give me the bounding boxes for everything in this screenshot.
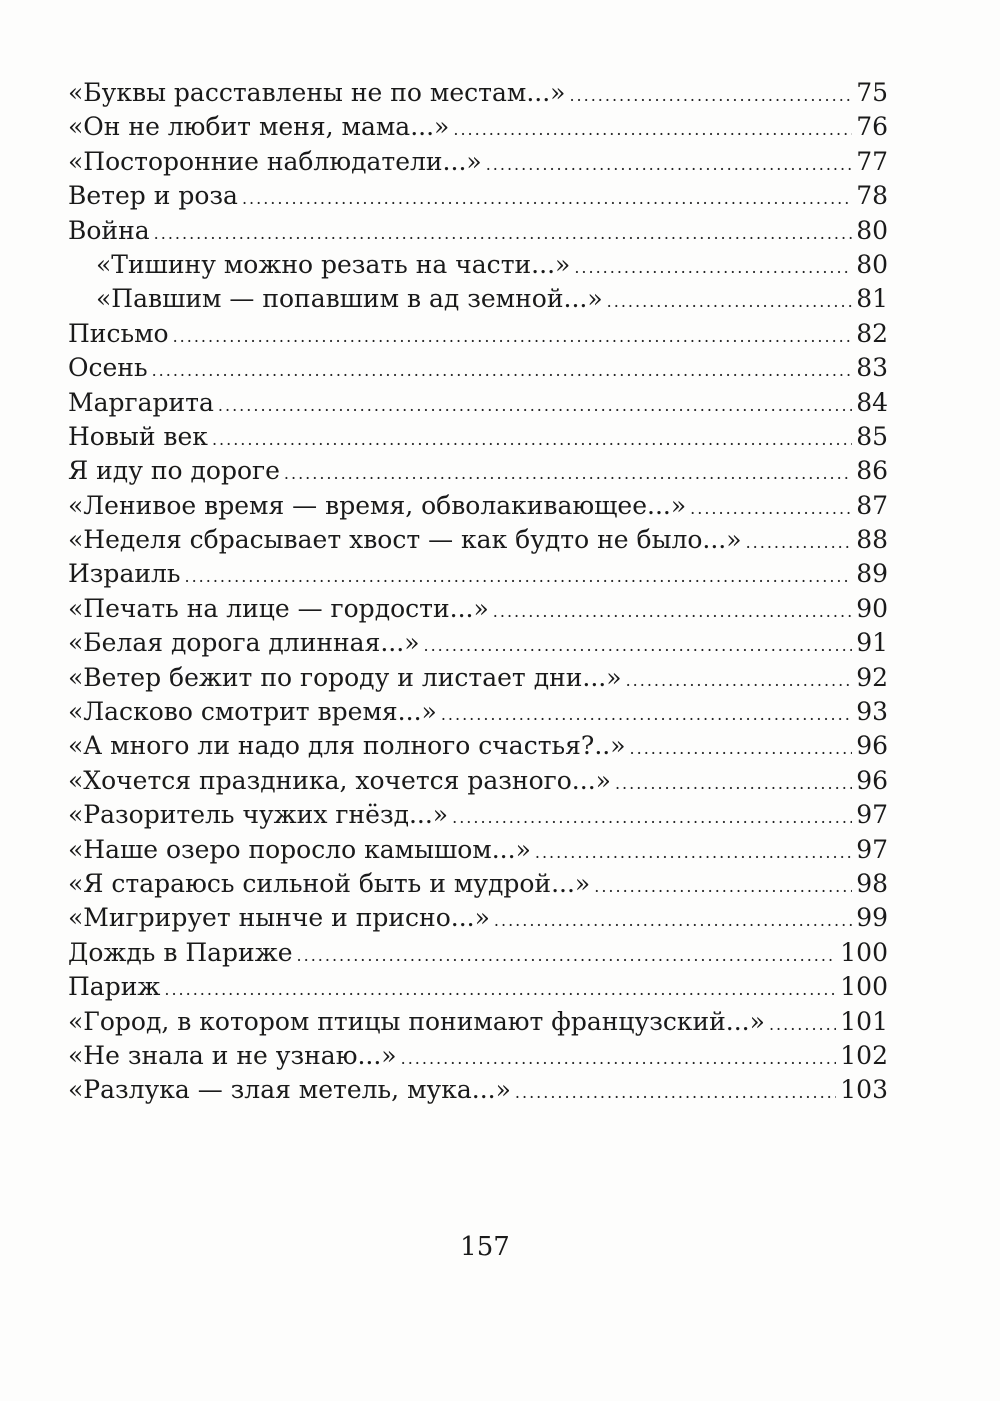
toc-entry — [68, 179, 888, 213]
toc-dot-leader — [535, 836, 852, 870]
toc-entry-page: 84 — [856, 387, 888, 417]
toc-entry-page: 100 — [840, 937, 888, 967]
toc-dot-leader — [297, 939, 837, 973]
toc-dot-leader — [626, 664, 853, 698]
toc-entry — [68, 592, 888, 626]
toc-entry-title: «Хочется праздника, хочется разного...» — [68, 765, 611, 795]
toc-dot-leader — [594, 870, 852, 904]
toc-entry-page: 87 — [856, 490, 888, 520]
toc-entry-page: 101 — [840, 1006, 888, 1036]
toc-entry-page: 102 — [840, 1040, 888, 1070]
toc-dot-leader — [486, 148, 853, 182]
toc-subentry — [68, 248, 888, 282]
toc-subentry — [68, 282, 888, 316]
toc-dot-leader — [453, 113, 852, 147]
toc-entry-page: 77 — [856, 146, 888, 176]
toc-entry-title: Война — [68, 215, 150, 245]
toc-dot-leader — [424, 629, 853, 663]
toc-entry — [68, 798, 888, 832]
toc-entry-page: 90 — [856, 593, 888, 623]
toc-entry-title: «Ветер бежит по городу и листает дни...» — [68, 662, 622, 692]
toc-entry-page: 99 — [856, 903, 888, 933]
toc-entry — [68, 661, 888, 695]
toc-dot-leader — [212, 423, 852, 457]
toc-entry-page: 89 — [856, 559, 888, 589]
toc-entry-page: 88 — [856, 525, 888, 555]
toc-entry-title: «А много ли надо для полного счастья?..» — [68, 731, 626, 761]
toc-entry-page: 80 — [856, 215, 888, 245]
toc-dot-leader — [494, 904, 852, 938]
toc-entry — [68, 557, 888, 591]
toc-entry — [68, 76, 888, 110]
toc-entry-title: «Разлука — злая метель, мука...» — [68, 1075, 511, 1105]
toc-dot-leader — [452, 801, 852, 835]
toc-entry — [68, 523, 888, 557]
toc-entry-page: 91 — [856, 628, 888, 658]
toc-dot-leader — [154, 217, 853, 251]
toc-entry-title: Новый век — [68, 421, 208, 451]
toc-entry-page: 82 — [856, 318, 888, 348]
toc-entry-title: «Разоритель чужих гнёзд...» — [68, 800, 449, 830]
toc-entry — [68, 936, 888, 970]
toc-entry-page: 97 — [856, 834, 888, 864]
toc-dot-leader — [185, 560, 853, 594]
toc-entry-title: «Белая дорога длинная...» — [68, 628, 420, 658]
toc-entry — [68, 1039, 888, 1073]
toc-entry — [68, 970, 888, 1004]
toc-entry-page: 100 — [840, 972, 888, 1002]
toc-entry-page: 92 — [856, 662, 888, 692]
toc-entry-page: 75 — [856, 78, 888, 107]
toc-entry — [68, 764, 888, 798]
toc-entry — [68, 110, 888, 144]
toc-entry-page: 78 — [856, 181, 888, 211]
toc-dot-leader — [569, 79, 852, 113]
toc-entry-title: «Город, в котором птицы понимают французский...» — [68, 1006, 765, 1036]
table-of-contents — [68, 76, 888, 1108]
toc-dot-leader — [164, 973, 836, 1007]
toc-entry-title: «Он не любит меня, мама...» — [68, 112, 450, 142]
toc-entry-page: 80 — [856, 249, 888, 279]
toc-entry — [68, 351, 888, 385]
toc-entry — [68, 833, 888, 867]
toc-entry-title: Израиль — [68, 559, 181, 589]
toc-entry-page: 98 — [856, 868, 888, 898]
toc-dot-leader — [284, 457, 852, 491]
page-number: 157 — [460, 1232, 510, 1262]
toc-entry — [68, 626, 888, 660]
toc-dot-leader — [441, 698, 852, 732]
toc-dot-leader — [615, 767, 852, 801]
toc-entry — [68, 386, 888, 420]
toc-entry — [68, 454, 888, 488]
toc-entry-title: Ветер и роза — [68, 181, 238, 211]
toc-entry-title: «Неделя сбрасывает хвост — как будто не было...» — [68, 525, 742, 555]
toc-dot-leader — [607, 285, 853, 319]
toc-entry-title: «Буквы расставлены не по местам...» — [68, 78, 566, 107]
toc-entry-title: «Тишину можно резать на части...» — [96, 249, 571, 279]
toc-entry — [68, 1073, 888, 1107]
toc-entry-title: «Наше озеро поросло камышом...» — [68, 834, 531, 864]
toc-entry — [68, 901, 888, 935]
toc-entry-page: 96 — [856, 731, 888, 761]
toc-entry-page: 86 — [856, 456, 888, 486]
toc-entry — [68, 867, 888, 901]
toc-entry-title: «Мигрирует нынче и присно...» — [68, 903, 490, 933]
toc-dot-leader — [218, 389, 852, 423]
toc-dot-leader — [515, 1076, 836, 1110]
toc-entry-page: 97 — [856, 800, 888, 830]
toc-entry — [68, 145, 888, 179]
toc-dot-leader — [630, 732, 853, 766]
toc-dot-leader — [574, 251, 852, 285]
toc-dot-leader — [401, 1042, 837, 1076]
toc-entry-page: 76 — [856, 112, 888, 142]
toc-entry-title: Осень — [68, 353, 148, 383]
toc-entry-title: Дождь в Париже — [68, 937, 293, 967]
toc-entry-title: «Ласково смотрит время...» — [68, 697, 437, 727]
toc-entry — [68, 317, 888, 351]
toc-entry-page: 81 — [856, 284, 888, 314]
toc-entry-title: «Ленивое время — время, обволакивающее...» — [68, 490, 687, 520]
toc-dot-leader — [152, 354, 853, 388]
toc-entry-title: Маргарита — [68, 387, 214, 417]
toc-entry-title: «Павшим — попавшим в ад земной...» — [96, 284, 603, 314]
toc-dot-leader — [746, 526, 853, 560]
toc-entry-title: «Посторонние наблюдатели...» — [68, 146, 482, 176]
toc-dot-leader — [173, 320, 853, 354]
toc-entry-title: Я иду по дороге — [68, 456, 280, 486]
toc-entry-title: «Не знала и не узнаю...» — [68, 1040, 397, 1070]
toc-entry — [68, 1005, 888, 1039]
toc-entry-page: 96 — [856, 765, 888, 795]
toc-entry-page: 83 — [856, 353, 888, 383]
toc-entry — [68, 695, 888, 729]
toc-entry — [68, 729, 888, 763]
toc-entry — [68, 214, 888, 248]
toc-dot-leader — [769, 1008, 836, 1042]
toc-entry-title: Париж — [68, 972, 161, 1002]
toc-entry — [68, 489, 888, 523]
toc-dot-leader — [493, 595, 852, 629]
toc-entry-page: 93 — [856, 697, 888, 727]
toc-dot-leader — [242, 182, 852, 216]
toc-entry-page: 85 — [856, 421, 888, 451]
toc-dot-leader — [690, 492, 852, 526]
toc-entry-title: «Печать на лице — гордости...» — [68, 593, 489, 623]
toc-entry-title: «Я стараюсь сильной быть и мудрой...» — [68, 868, 591, 898]
toc-entry-page: 103 — [840, 1075, 888, 1105]
toc-entry-title: Письмо — [68, 318, 169, 348]
toc-entry — [68, 420, 888, 454]
